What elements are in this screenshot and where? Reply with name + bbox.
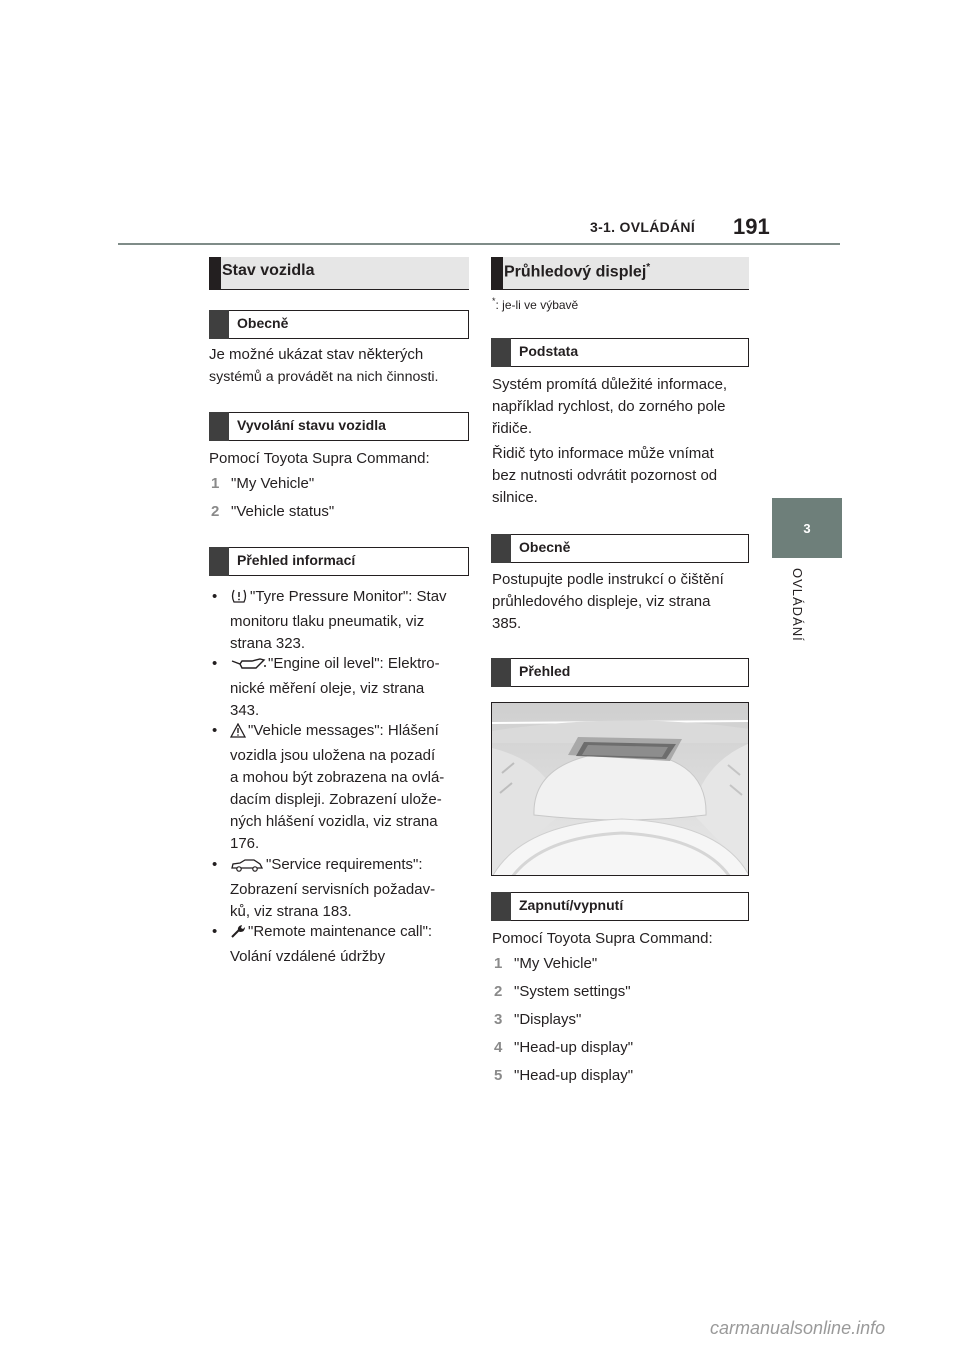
oil-can-icon [230, 656, 266, 678]
intro-zapnuti: Pomocí Toyota Supra Command: [492, 930, 713, 947]
paragraph-obecne-right [492, 569, 754, 635]
list-item: • "Remote maintenance call": Volání vzdálené údržby [212, 921, 474, 965]
heading-text: Stav vozidla [222, 262, 315, 279]
text-line: bez nutnosti odvrátit pozornost od [492, 467, 718, 484]
text-line: silnice. [492, 489, 538, 506]
intro-vyvolani: Pomocí Toyota Supra Command: [209, 450, 430, 467]
text-line: Je možné ukázat stav některých [209, 346, 424, 363]
chapter-tab [772, 498, 842, 558]
section-heading-pruhledovy-displej [491, 257, 749, 290]
text-line: Zobrazení servisních požadav- [230, 881, 436, 898]
text-line: monitoru tlaku pneumatik, viz [230, 613, 425, 630]
text-line: "Service requirements": [230, 854, 470, 879]
car-service-icon [230, 857, 264, 879]
warning-triangle-icon [230, 723, 246, 745]
text-line: 343. [230, 702, 260, 719]
paragraph-podstata-1 [492, 374, 754, 440]
step-number: 4 [494, 1039, 503, 1056]
heading-text: Vyvolání stavu vozidla [237, 417, 386, 433]
text-line: ných hlášení vozidla, viz strana [230, 813, 438, 830]
text-line: 176. [230, 835, 260, 852]
subheading-obecne [209, 310, 469, 339]
step-item [211, 473, 314, 495]
paragraph-podstata-2 [492, 443, 754, 509]
section-title: 3-1. OVLÁDÁNÍ [590, 219, 696, 235]
heading-marker [491, 658, 511, 687]
heading-text: Přehled informací [237, 552, 356, 568]
text-line: řidiče. [492, 420, 533, 437]
subheading-prehled [491, 658, 749, 687]
paragraph-obecne [209, 344, 471, 388]
step-number: 2 [494, 983, 503, 1000]
text-line: 385. [492, 615, 522, 632]
text-line: "Engine oil level": Elektro- [230, 653, 470, 678]
step-number: 1 [494, 955, 503, 972]
heading-text: Průhledový displej* [504, 262, 651, 281]
text-line: strana 323. [230, 635, 306, 652]
heading-text: Obecně [237, 315, 289, 331]
step-item [494, 953, 597, 975]
heading-marker [491, 338, 511, 367]
subheading-prehled-informaci [209, 547, 469, 576]
step-item [494, 981, 631, 1003]
text-line: systémů a provádět na nich činnosti. [209, 369, 439, 385]
heading-text: Zapnutí/vypnutí [519, 897, 624, 913]
text-line: vozidla jsou uložena na pozadí [230, 747, 436, 764]
step-item [494, 1065, 633, 1087]
subheading-vyvolani [209, 412, 469, 441]
step-text: "Head-up display" [514, 1067, 634, 1084]
step-text: "Vehicle status" [231, 503, 335, 520]
heading-marker [491, 534, 511, 563]
list-item: • "Tyre Pressure Monitor": Stav monitoru tlaku pneumatik, viz strana 323. [212, 586, 474, 652]
heading-marker [209, 547, 229, 576]
text-line: "Tyre Pressure Monitor": Stav [230, 586, 470, 611]
step-number: 3 [494, 1011, 503, 1028]
heading-text: Přehled [519, 663, 571, 679]
subheading-zapnuti-vypnuti [491, 892, 749, 921]
wrench-call-icon [230, 924, 246, 946]
step-item [494, 1009, 581, 1031]
watermark-link[interactable]: carmanualsonline.info [710, 1318, 886, 1338]
step-item [494, 1037, 633, 1059]
step-number: 1 [211, 475, 220, 492]
text-line: ků, viz strana 183. [230, 903, 352, 920]
head-up-display-illustration [491, 702, 749, 876]
list-item: • "Vehicle messages": Hlášení vozidla jsou uložena na pozadí a mohou být zobrazena na ovlá- dacím displeji. Zobrazení ulože- ných hlášení vozidla, viz strana 176. [212, 720, 474, 854]
text-line: Řidič tyto informace může vnímat [492, 445, 714, 462]
step-item [211, 501, 334, 523]
text-line: "Vehicle messages": Hlášení [230, 720, 470, 745]
list-item: • "Engine oil level": Elektro- nické měření oleje, viz strana 343. [212, 653, 474, 719]
section-heading-stav-vozidla [209, 257, 469, 290]
heading-marker [209, 412, 229, 441]
tyre-pressure-icon [230, 588, 248, 611]
heading-text: Podstata [519, 343, 579, 359]
subheading-obecne-right [491, 534, 749, 563]
step-text: "My Vehicle" [231, 475, 315, 492]
text-line: Volání vzdálené údržby [230, 948, 386, 965]
footnote-optional: *: je-li ve výbavě [492, 296, 579, 312]
heading-text: Obecně [519, 539, 571, 555]
text-line: Postupujte podle instrukcí o čištění [492, 571, 724, 588]
text-line: a mohou být zobrazena na ovlá- [230, 769, 445, 786]
subheading-podstata [491, 338, 749, 367]
heading-marker [491, 257, 503, 289]
page-number: 191 [733, 214, 770, 239]
step-number: 5 [494, 1067, 503, 1084]
step-text: "Head-up display" [514, 1039, 634, 1056]
heading-marker [209, 310, 229, 339]
text-line: například rychlost, do zorného pole [492, 398, 726, 415]
text-line: nické měření oleje, viz strana [230, 680, 425, 697]
list-item: • "Service requirements": Zobrazení servisních požadav- ků, viz strana 183. [212, 854, 474, 920]
text-line: "Remote maintenance call": [230, 921, 470, 946]
step-text: "System settings" [514, 983, 631, 1000]
text-line: Systém promítá důležité informace, [492, 376, 728, 393]
heading-marker [209, 257, 221, 289]
text-line: průhledového displeje, viz strana [492, 593, 711, 610]
step-text: "My Vehicle" [514, 955, 598, 972]
heading-marker [491, 892, 511, 921]
text-line: dacím displeji. Zobrazení ulože- [230, 791, 442, 808]
chapter-label: OVLÁDÁNÍ [790, 568, 805, 642]
step-text: "Displays" [514, 1011, 582, 1028]
header-divider [118, 243, 840, 245]
step-number: 2 [211, 503, 220, 520]
chapter-number: 3 [803, 520, 811, 536]
